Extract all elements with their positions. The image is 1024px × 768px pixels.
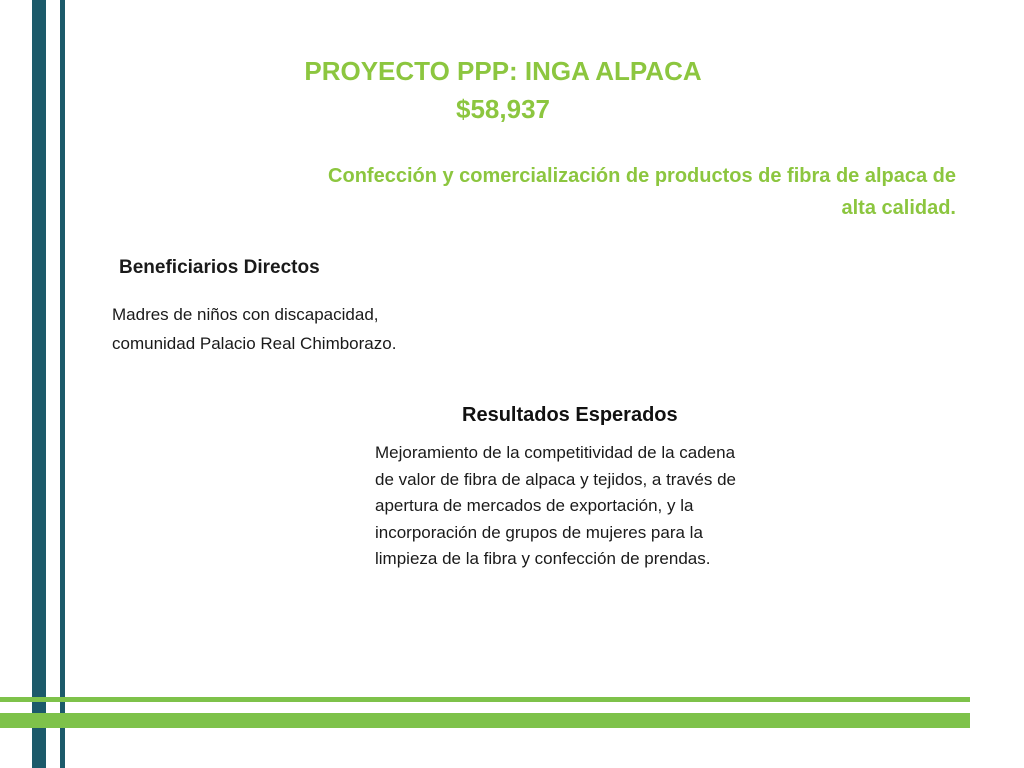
resultados-line-4: incorporación de grupos de mujeres para la: [375, 522, 703, 542]
subtitle-line-2: alta calidad.: [841, 197, 956, 219]
title-line-2: $58,937: [456, 94, 550, 124]
resultados-line-5: limpieza de la fibra y confección de prendas.: [375, 549, 711, 568]
resultados-line-2: de valor de fibra de alpaca y tejidos, a través de: [375, 469, 736, 489]
left-vertical-stripe-thick: [32, 0, 46, 768]
subtitle-line-1: Confección y comercialización de productos de fibra de alpaca de: [328, 165, 956, 187]
resultados-line-1: Mejoramiento de la competitividad de la cadena: [375, 443, 736, 462]
bottom-horizontal-stripe-thin: [0, 697, 970, 702]
beneficiarios-line-1: Madres de niños con discapacidad,: [112, 305, 379, 324]
resultados-text: [375, 440, 830, 573]
bottom-horizontal-stripe-thick: [0, 713, 970, 728]
beneficiarios-heading: Beneficiarios Directos: [119, 257, 320, 278]
slide-title: [250, 52, 756, 128]
resultados-line-3: apertura de mercados de exportación, y la: [375, 496, 694, 515]
title-line-1: PROYECTO PPP: INGA ALPACA: [304, 56, 702, 86]
slide-subtitle: [240, 160, 956, 224]
resultados-heading: Resultados Esperados: [462, 404, 678, 426]
left-vertical-stripe-thin: [60, 0, 65, 768]
beneficiarios-line-2: comunidad Palacio Real Chimborazo.: [112, 334, 397, 353]
beneficiarios-text: [112, 300, 492, 358]
